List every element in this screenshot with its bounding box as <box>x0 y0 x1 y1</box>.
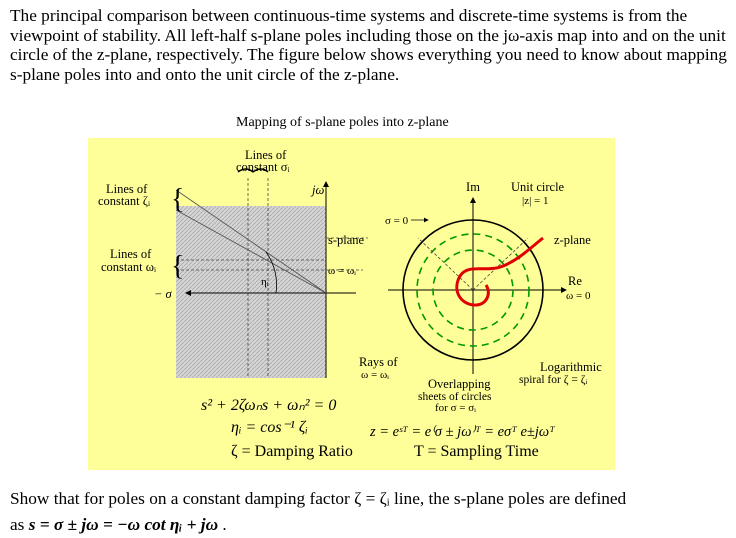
s-plane-label: s-plane <box>328 233 365 247</box>
log-spiral-label-1: Logarithmic <box>540 360 602 374</box>
equation-damping: ζ = Damping Ratio <box>231 443 353 460</box>
omega-eq-label: ω = ωᵢ <box>328 265 356 277</box>
rays-label-2: ω = ωᵢ <box>361 369 389 381</box>
log-spiral-label-2: spiral for ζ = ζᵢ <box>519 374 588 386</box>
neg-sigma-label: − σ <box>154 287 172 301</box>
omega-zero-label: ω = 0 <box>566 290 591 302</box>
jw-label: jω <box>312 183 325 197</box>
lines-zeta-label-2: constant ζᵢ <box>98 194 151 208</box>
lines-sigma-label-2: constant σᵢ <box>236 160 290 174</box>
overlap-label-3: for σ = σᵢ <box>435 402 476 414</box>
equation-eta: ηᵢ = cos⁻¹ ζᵢ <box>231 419 308 436</box>
lines-sigma-label-1: Lines of <box>245 148 287 162</box>
im-label: Im <box>466 180 480 194</box>
overlap-label-1: Overlapping <box>428 377 491 391</box>
intro-paragraph: The principal comparison between continuous-time systems and discrete-time systems is from the viewpoint of stability. All left-half s-plane poles including those on the jω-axis map into and on the unit circle of the z-plane, respectively. The figure below shows everything you need to know about mapping s-plane poles into and onto the unit circle of the z-plane. <box>10 6 727 84</box>
rays-label-1: Rays of <box>359 355 398 369</box>
question-line-1: Show that for poles on a constant damping factor ζ = ζᵢ line, the s-plane poles are defined <box>10 489 627 508</box>
equation-sampling: T = Sampling Time <box>414 443 539 460</box>
log-spiral <box>457 238 543 305</box>
overlap-label-2: sheets of circles <box>418 391 492 403</box>
re-label: Re <box>568 274 582 288</box>
stable-region <box>176 206 326 378</box>
question-prefix: as <box>10 515 29 534</box>
equation-z: z = eˢᵀ = e⁽σ ± jω⁾ᵀ = eσᵀ e±jωᵀ <box>370 424 555 440</box>
zeta-brace: { <box>171 184 185 215</box>
question-paragraph <box>10 486 730 538</box>
mapping-figure <box>88 138 615 470</box>
unit-circle-label-2: |z| = 1 <box>522 195 549 207</box>
lines-zeta-label-1: Lines of <box>106 182 148 196</box>
z-plane-label: z-plane <box>554 233 591 247</box>
question-math: s = σ ± jω = −ω cot ηᵢ + jω <box>28 515 219 534</box>
question-line-2 <box>10 512 730 538</box>
lines-omega-label-2: constant ωᵢ <box>101 260 157 274</box>
omega-brace: { <box>171 251 185 282</box>
lines-omega-label-1: Lines of <box>110 247 152 261</box>
figure-caption: Mapping of s-plane poles into z-plane <box>236 115 449 130</box>
unit-circle-label-1: Unit circle <box>511 180 565 194</box>
mapping-diagram <box>88 138 615 470</box>
question-suffix: . <box>218 515 227 534</box>
eta-label: ηᵢ <box>261 276 269 288</box>
equation-characteristic: s² + 2ζωₙs + ωₙ² = 0 <box>201 397 337 414</box>
sigma-zero-label: σ = 0 <box>385 215 409 227</box>
